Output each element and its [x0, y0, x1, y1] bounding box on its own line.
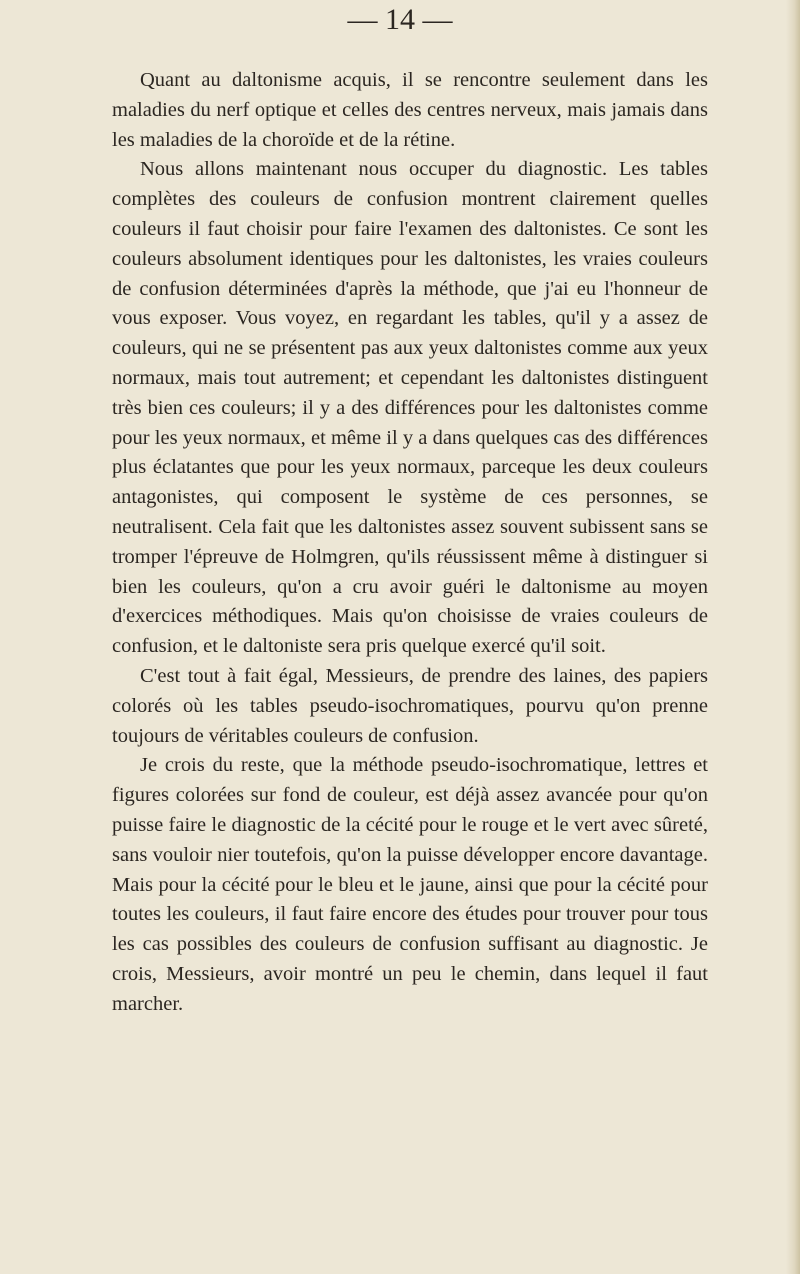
paragraph-diagnostic: Nous allons maintenant nous occuper du diagnostic. Les tables complètes des couleurs de confusion montrent clairement quelles couleurs il faut choisir pour faire l'examen des daltonistes. Ce sont les couleurs absolument identiques pour les daltonistes, les vraies couleurs de confusion déterminées d'après la méthode, que j'ai eu l'honneur de vous exposer. Vous voyez, en regardant les tables, qu'il y a assez de couleurs, qui ne se présentent pas aux yeux daltonistes comme aux yeux normaux, mais tout autrement; et cependant les daltonistes distinguent très bien ces couleurs; il y a des différences pour les daltonistes comme pour les yeux normaux, et même il y a dans quelques cas des différences plus éclatantes que pour les yeux normaux, parceque les deux couleurs antagonistes, qui composent le système de ces personnes, se neutralisent. Cela fait que les daltonistes assez souvent subissent sans se tromper l'épreuve de Holmgren, qu'ils réussissent même à distinguer si bien les couleurs, qu'on a cru avoir guéri le daltonisme au moyen d'exercices méthodiques. Mais qu'on choisisse de vraies couleurs de confusion, et le daltoniste sera pris quelque exercé qu'il soit.	[112, 158, 708, 658]
page-number: — 14 —	[347, 3, 453, 36]
page-edge-shadow	[786, 0, 800, 1274]
paragraph-methode-pseudo-isochromatique: Je crois du reste, que la méthode pseudo-isochromatique, lettres et figures colorées sur fond de couleur, est déjà assez avancée pour qu'on puisse faire le diagnostic de la cécité pour le rouge et le vert avec sûreté, sans vouloir nier toutefois, qu'on la puisse développer encore davantage. Mais pour la cécité pour le bleu et le jaune, ainsi que pour la cécité pour toutes les couleurs, il faut faire encore des études pour trouver pour tous les cas possibles des couleurs de confusion suffisant au diagnostic. Je crois, Messieurs, avoir montré un peu le chemin, dans lequel il faut marcher.	[112, 754, 708, 1015]
paragraph-laines-papiers: C'est tout à fait égal, Messieurs, de prendre des laines, des papiers colorés où les tables pseudo-isochromatiques, pourvu qu'on prenne toujours de véritables couleurs de confusion.	[112, 664, 708, 747]
paragraph-daltonisme-acquis: Quant au daltonisme acquis, il se rencontre seulement dans les maladies du nerf optique et celles des centres nerveux, mais jamais dans les maladies de la choroïde et de la rétine.	[112, 69, 708, 151]
body-text	[112, 66, 708, 1020]
